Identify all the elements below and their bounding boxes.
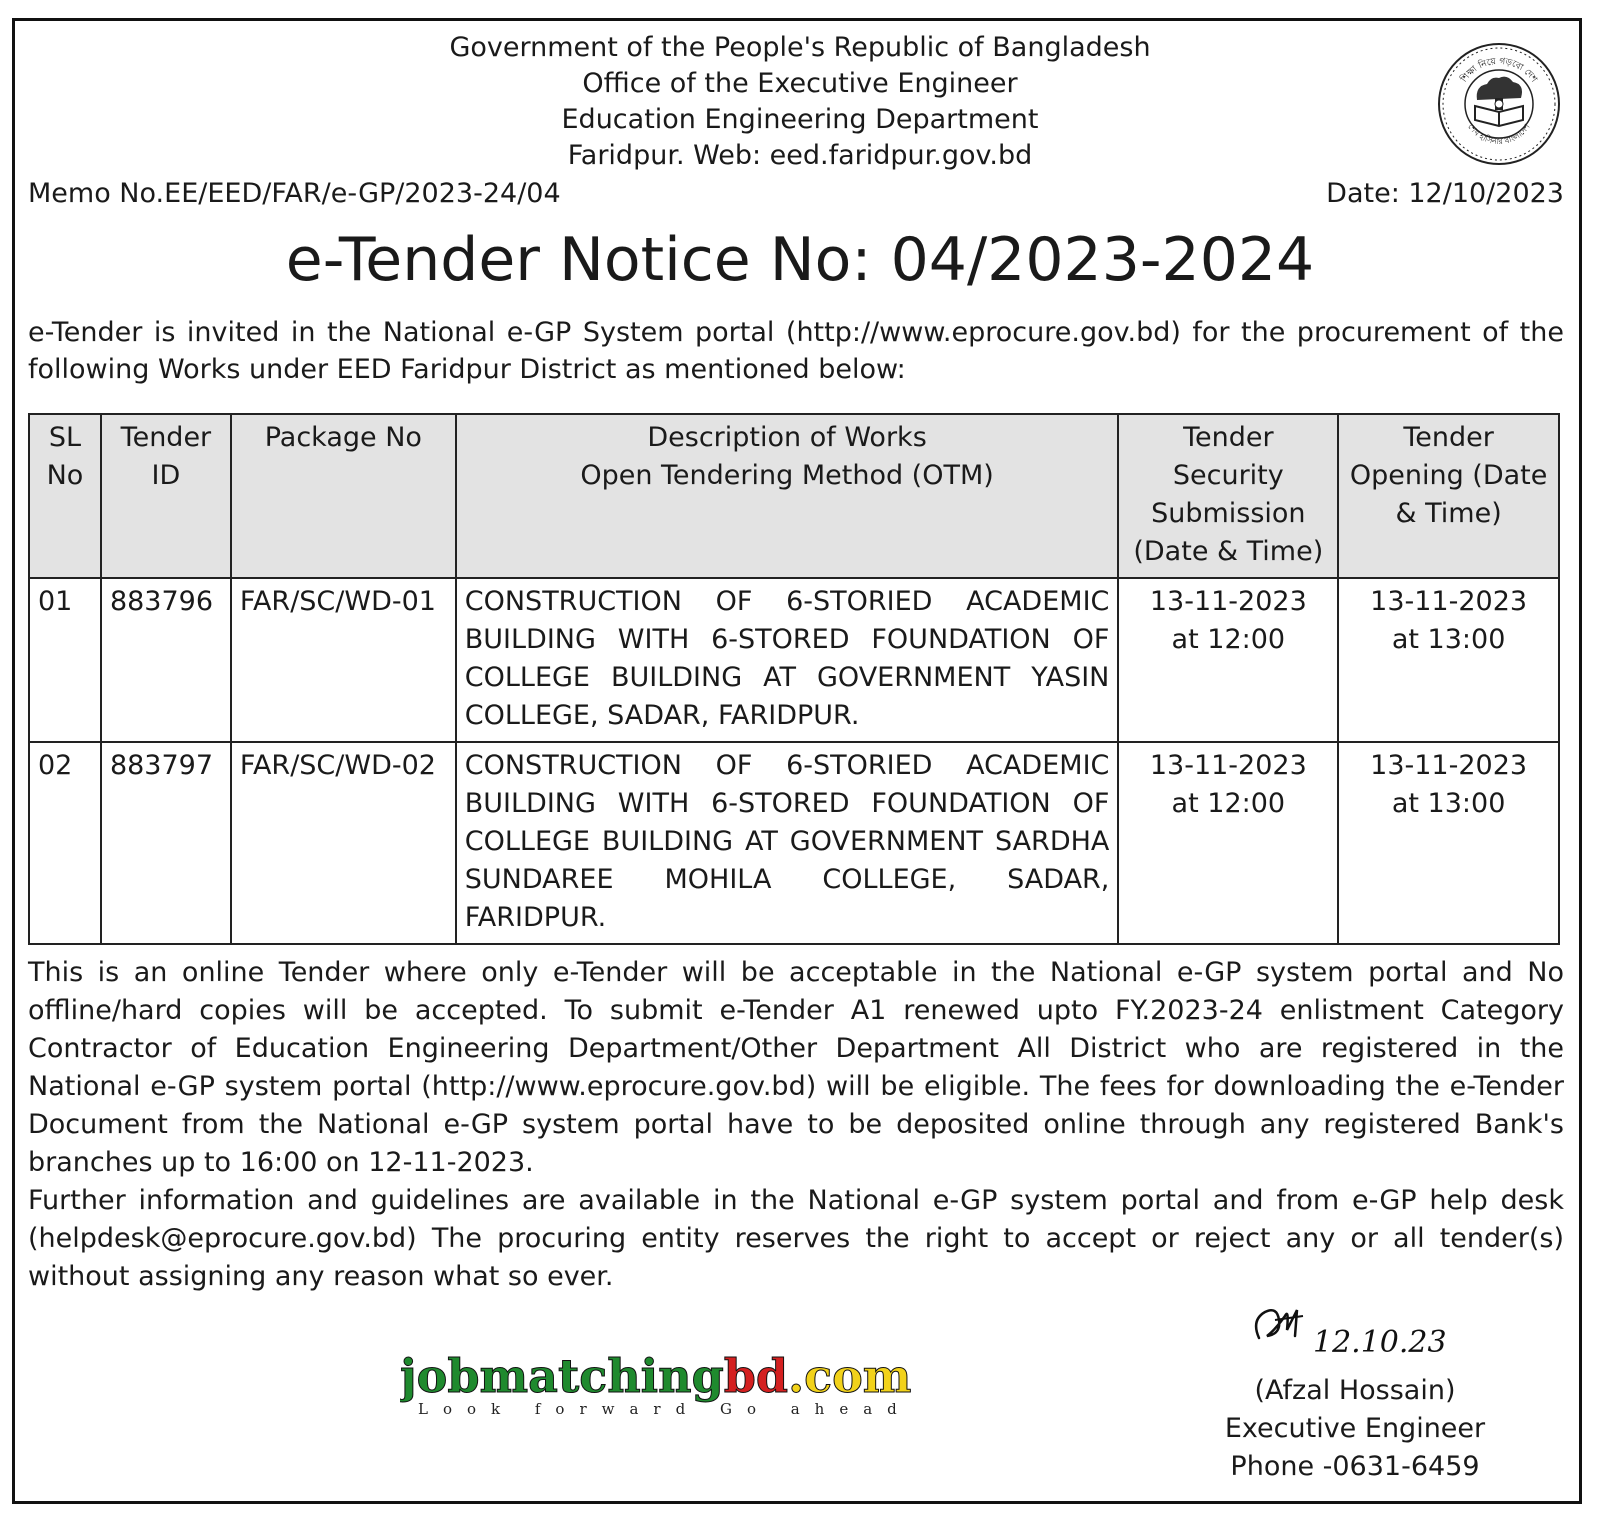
signer-phone: Phone -0631-6459 [1230,1451,1480,1482]
cell-security-time: at 12:00 [1171,788,1286,819]
cell-sl: 02 [29,742,101,944]
header-description-line1: Description of Works [647,422,927,453]
header-government-line: Government of the People's Republic of Bangladesh [449,32,1151,63]
cell-security [1118,578,1338,742]
header-package-no: Package No [231,414,456,578]
notice-title: e-Tender Notice No: 04/2023-2024 [285,225,1315,295]
watermark-brand-part1: jobmatching [400,1349,724,1403]
header-tender-id: Tender ID [101,414,231,578]
cell-description: CONSTRUCTION OF 6-STORIED ACADEMIC BUILDING WITH 6-STORED FOUNDATION OF COLLEGE BUILDING AT GOVERNMENT SARDHA SUNDAREE MOHILA COLLEGE, SADAR, FARIDPUR. [456,742,1119,944]
cell-description: CONSTRUCTION OF 6-STORIED ACADEMIC BUILDING WITH 6-STORED FOUNDATION OF COLLEGE BUILDING AT GOVERNMENT YASIN COLLEGE, SADAR, FARIDPUR. [456,578,1119,742]
table-row [29,742,1559,944]
cell-tender-id: 883796 [101,578,231,742]
notice-header [0,30,1600,174]
cell-security [1118,742,1338,944]
cell-security-time: at 12:00 [1171,624,1286,655]
handwritten-signature [1245,1290,1475,1370]
table-row [29,578,1559,742]
signer-name: (Afzal Hossain) [1254,1375,1456,1406]
notice-body [28,954,1564,1296]
jobmatchingbd-watermark-logo [400,1348,930,1420]
cell-package: FAR/SC/WD-01 [231,578,456,742]
header-description [456,414,1119,578]
body-paragraph-further-info: Further information and guidelines are available in the National e-GP system portal and from e-GP help desk (helpdesk@eprocure.gov.bd) The procuring entity reserves the right to accept or reject any or all tender(s) without assigning any reason what so ever. [28,1185,1564,1292]
watermark-brand-part2: bd [723,1349,789,1403]
cell-sl: 01 [29,578,101,742]
cell-tender-id: 883797 [101,742,231,944]
header-department-line: Education Engineering Department [561,104,1039,135]
seal-bottom-text: শেখ হাসিনার বাংলাদেশ [1466,122,1532,147]
intro-paragraph: e-Tender is invited in the National e-GP System portal (http://www.eprocure.gov.bd) for the procurement of the following Works under EED Faridpur District as mentioned below: [28,317,1564,385]
memo-number: Memo No.EE/EED/FAR/e-GP/2023-24/04 [28,178,561,209]
watermark-brand-part3: .com [788,1349,912,1403]
signature-date-text: 12.10.23 [1313,1325,1447,1360]
government-seal-icon [1437,42,1561,166]
svg-text:jobmatchingbd.com [400,1349,911,1403]
header-tender-opening: Tender Opening (Date & Time) [1338,414,1559,578]
cell-package: FAR/SC/WD-02 [231,742,456,944]
watermark-tagline: Look forward Go ahead [418,1400,912,1418]
header-security-submission: Tender Security Submission (Date & Time) [1118,414,1338,578]
header-location-line: Faridpur. Web: eed.faridpur.gov.bd [567,140,1033,171]
cell-opening-time: at 13:00 [1391,788,1506,819]
cell-opening-date: 13-11-2023 [1370,750,1528,781]
cell-opening-time: at 13:00 [1391,624,1506,655]
cell-security-date: 13-11-2023 [1149,750,1307,781]
header-description-line2: Open Tendering Method (OTM) [580,460,994,491]
cell-opening [1338,578,1559,742]
cell-opening-date: 13-11-2023 [1370,586,1528,617]
cell-security-date: 13-11-2023 [1149,586,1307,617]
seal-top-text: শিক্ষা নিয়ে গড়বো দেশ [1459,56,1539,85]
tender-table [28,413,1560,945]
cell-opening [1338,742,1559,944]
body-paragraph-eligibility: This is an online Tender where only e-Tender will be acceptable in the National e-GP system portal and No offline/hard copies will be accepted. To submit e-Tender A1 renewed upto FY.2023-24 enlistment Category Contractor of Education Engineering Department/Other Department All District who are registered in the National e-GP system portal (http://www.eprocure.gov.bd) will be eligible. The fees for downloading the e-Tender Document from the National e-GP system portal have to be deposited online through any registered Bank's branches up to 16:00 on 12-11-2023. [28,957,1564,1178]
header-sl-no: SL No [29,414,101,578]
table-header-row [29,414,1559,578]
memo-date: Date: 12/10/2023 [1326,178,1564,209]
signer-designation: Executive Engineer [1224,1413,1486,1444]
header-office-line: Office of the Executive Engineer [582,68,1018,99]
signer-block [1170,1372,1540,1486]
